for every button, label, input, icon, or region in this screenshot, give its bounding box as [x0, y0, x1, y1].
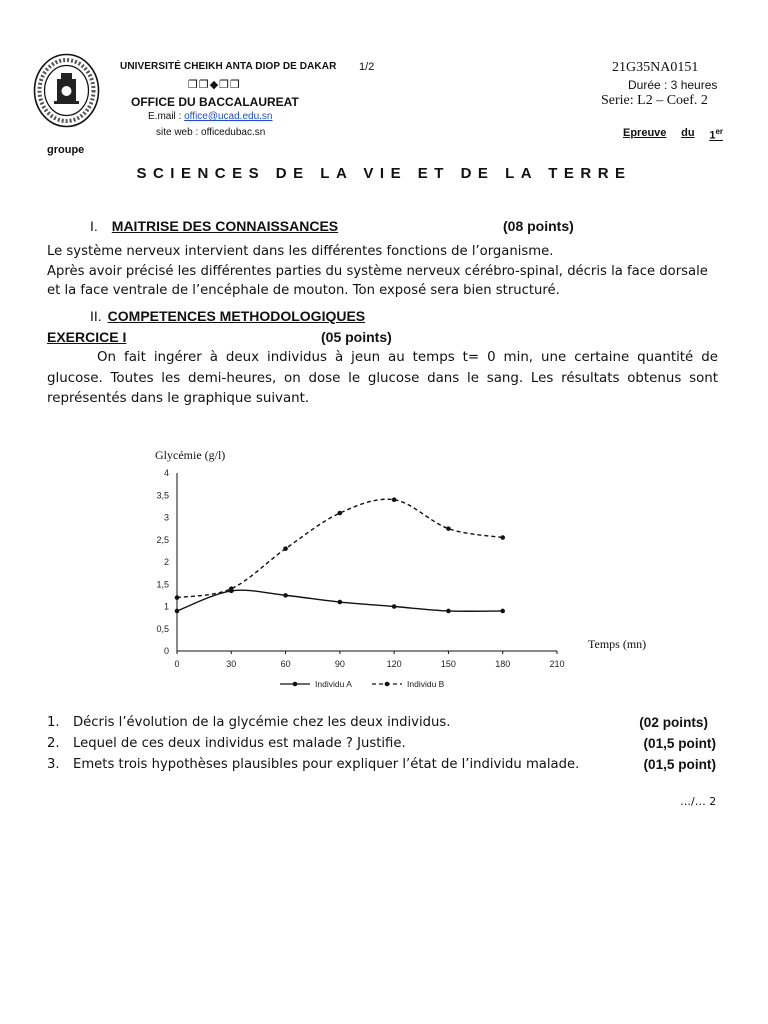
glycemia-chart [140, 440, 700, 695]
data-point-series-1 [500, 609, 505, 614]
du-word: du [681, 127, 695, 139]
email-link[interactable]: office@ucad.edu.sn [184, 111, 273, 122]
data-point-series-1 [175, 609, 180, 614]
website-line: site web : officedubac.sn [156, 127, 266, 138]
section1-line-2: Après avoir précisé les différentes parties du système nerveux cérébro-spinal, décris la face dorsale [47, 264, 708, 279]
y-tick-label: 2 [163, 557, 169, 567]
first-word [709, 127, 723, 142]
question-3-text: Emets trois hypothèses plausibles pour expliquer l’état de l’individu malade. [73, 757, 580, 772]
section1-title: MAITRISE DES CONNAISSANCES [111, 218, 339, 234]
x-tick-label: 30 [226, 659, 237, 669]
y-tick-label: 4 [163, 468, 169, 478]
section1-heading [90, 218, 338, 234]
question-1-points: (02 points) [639, 715, 708, 730]
x-tick-label: 180 [495, 659, 511, 669]
exam-series: Serie: L2 – Coef. 2 [601, 93, 708, 108]
section1-number: I. [90, 218, 98, 234]
first-sup: er [715, 127, 723, 136]
y-tick-label: 2,5 [156, 534, 169, 545]
question-3 [47, 757, 722, 772]
y-tick-label: 1 [163, 601, 169, 612]
university-name: UNIVERSITÉ CHEIKH ANTA DIOP DE DAKAR [120, 61, 337, 72]
legend-label-a: Individu A [315, 679, 352, 689]
question-2-text: Lequel de ces deux individus est malade ? Justifie. [73, 736, 406, 751]
section2-title: COMPETENCES METHODOLOGIQUES [107, 308, 366, 324]
first-number: 1 [709, 129, 716, 142]
data-point-series-2 [338, 511, 343, 516]
groupe-word: groupe [47, 144, 85, 156]
data-point-series-2 [229, 586, 234, 591]
y-tick-label: 0 [163, 646, 169, 656]
y-tick-label: 0,5 [156, 623, 169, 634]
legend-label-b: Individu B [407, 679, 445, 689]
x-tick-label: 60 [280, 659, 291, 669]
x-axis-label: Temps (mn) [588, 637, 647, 651]
question-1 [47, 715, 722, 730]
section1-points: (08 points) [503, 218, 574, 234]
y-tick-label: 3 [163, 512, 169, 523]
x-tick-label: 120 [386, 659, 402, 669]
question-3-points: (01,5 point) [643, 757, 716, 772]
y-tick-label: 1,5 [156, 579, 169, 590]
section2-heading [90, 308, 365, 324]
epreuve-word: Epreuve [623, 127, 667, 139]
office-name: OFFICE DU BACCALAUREAT [131, 95, 299, 109]
data-point-series-2 [392, 497, 397, 502]
x-tick-label: 210 [549, 659, 565, 669]
data-point-series-1 [446, 609, 451, 614]
next-page-marker: …/… 2 [680, 795, 717, 808]
x-tick-label: 0 [174, 659, 180, 669]
question-2-number: 2. [47, 736, 60, 751]
question-3-number: 3. [47, 757, 60, 772]
question-2 [47, 736, 722, 751]
exercise-title: EXERCICE I [47, 329, 127, 345]
data-point-series-2 [446, 526, 451, 531]
legend-marker-b [385, 682, 390, 687]
exam-group-label [623, 127, 723, 142]
question-2-points: (01,5 point) [643, 736, 716, 751]
data-point-series-2 [500, 535, 505, 540]
data-point-series-1 [283, 593, 288, 598]
section1-line-1: Le système nerveux intervient dans les différentes fonctions de l’organisme. [47, 244, 554, 259]
exercise-text-body: On fait ingérer à deux individus à jeun au temps t= 0 min, une certaine quantité de glucose. Toutes les demi-heures, on dose le glucose dans le sang. Les résultats obtenus sont représentés dans le graphique suivant. [47, 350, 718, 406]
section2-number: II. [90, 308, 102, 324]
email-line [148, 111, 272, 122]
university-seal-logo [33, 53, 100, 128]
exercise-points: (05 points) [321, 329, 392, 345]
y-axis-label: Glycémie (g/l) [155, 448, 226, 462]
decorative-symbols: ❐❐◆❐❐ [188, 78, 241, 91]
data-point-series-1 [338, 600, 343, 605]
data-point-series-2 [283, 546, 288, 551]
exam-code: 21G35NA0151 [612, 60, 699, 75]
legend-marker-a [293, 682, 298, 687]
email-label: E.mail : [148, 111, 185, 122]
question-1-text: Décris l’évolution de la glycémie chez les deux individus. [73, 715, 451, 730]
data-point-series-1 [392, 604, 397, 609]
subject-title: SCIENCES DE LA VIE ET DE LA TERRE [136, 165, 632, 182]
exercise-text [47, 348, 718, 410]
x-tick-label: 150 [440, 659, 456, 669]
y-tick-label: 3,5 [156, 490, 169, 501]
page-indicator: 1/2 [359, 61, 375, 73]
section1-line-3: et la face ventrale de l’encéphale de mouton. Ton exposé sera bien structuré. [47, 283, 560, 298]
x-tick-label: 90 [334, 659, 345, 669]
exam-duration: Durée : 3 heures [628, 78, 718, 92]
data-point-series-2 [175, 595, 180, 600]
question-1-number: 1. [47, 715, 60, 730]
